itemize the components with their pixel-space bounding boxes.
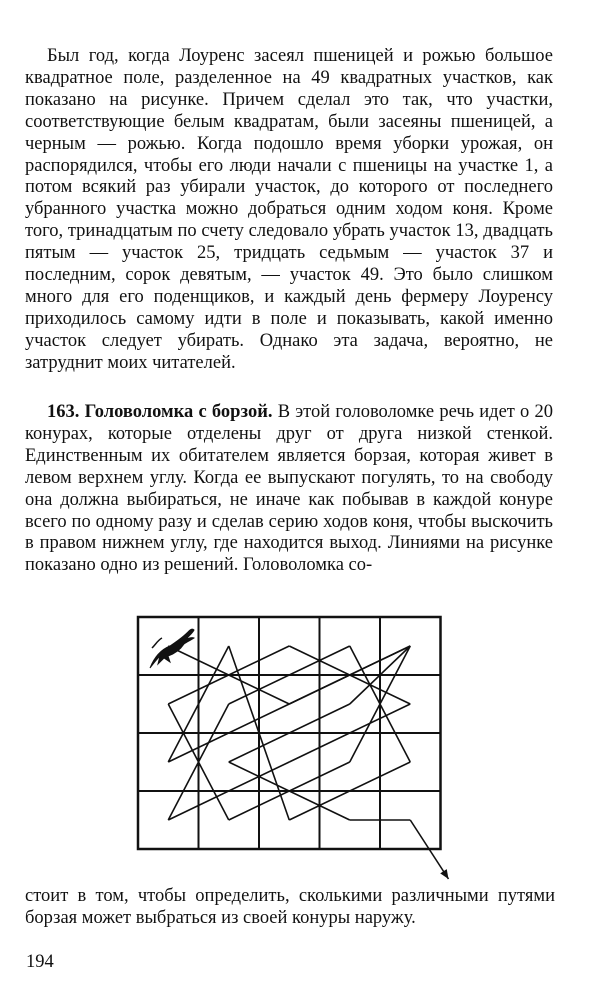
exit-arrow-line [410,820,448,879]
knight-move-line [168,704,229,820]
knight-move-line [168,646,289,704]
knight-move-line [168,704,289,762]
knight-move-line [289,704,410,762]
knight-move-line [168,762,289,820]
knight-move-line [289,762,410,820]
paragraph-greyhound-puzzle: 163. Головоломка с борзой. В этой головоломке речь идет о 20 конурах, которые отделены друг от друга низкой стенкой. Единственным их обитателем является борзая, которая живет в левом верхнем углу. Когда ее выпускают погулять, то на свободу она должна выбираться, не иначе как побывав в каждой конуре всего по одному разу и сделав серию ходов коня, чтобы выскочить в правом нижнем углу, где находится выход. Линиями на рисунке показано одно из решений. Головоломка со- [25,402,553,576]
knight-move-line [350,646,411,704]
page-number: 194 [26,952,54,972]
knight-move-line [289,646,410,704]
knight-tour-path [168,646,448,879]
knight-move-line [168,646,289,704]
knight-move-line [168,704,229,820]
knight-move-line [168,646,229,762]
knight-move-line [229,762,350,820]
kennel-grid [138,617,441,849]
grid-border [138,617,441,849]
paragraph-harvest-story: Был год, когда Лоуренс засеял пшеницей и рожью большое квадратное поле, разделенное на 49 квадратных участков, как показано на рисунке. Причем сделал это так, что участки, соответствующие белым квадратам, были засеяны пшеницей, а черным — рожью. Когда подошло время уборки урожая, он распорядился, чтобы его люди начали с пшеницы на участке 1, а потом всякий раз убирали участок, до которого от последнего убранного участка можно добраться одним ходом коня. Кроме того, тринадцатым по счету следовало убрать участок 13, двадцать пятым — участок 25, тридцать седьмым — участок 37 и последним, сорок девятым, — участок 49. Это было слишком много для его поденщиков, и каждый день фермеру Лоуренсу приходилось самому идти в поле и показывать, какой именно участок следует убирать. Однако эта задача, вероятно, не затруднит моих читателей. [25,46,553,373]
exit-arrow-head [440,869,448,879]
knight-move-line [229,704,350,762]
knight-move-line [350,646,411,762]
knight-move-line [289,646,410,704]
paragraph-puzzle-question: стоит в том, чтобы определить, сколькими различными путями борзая может выбраться из своей конуры наружу. [25,886,555,928]
knight-move-line [350,646,411,762]
puzzle-heading: 163. Головоломка с борзой. [47,402,273,422]
knight-move-line [289,646,410,704]
knight-move-line [229,762,350,820]
knight-move-line [229,646,350,704]
knight-move-line [229,646,290,820]
greyhound-icon [150,629,194,668]
